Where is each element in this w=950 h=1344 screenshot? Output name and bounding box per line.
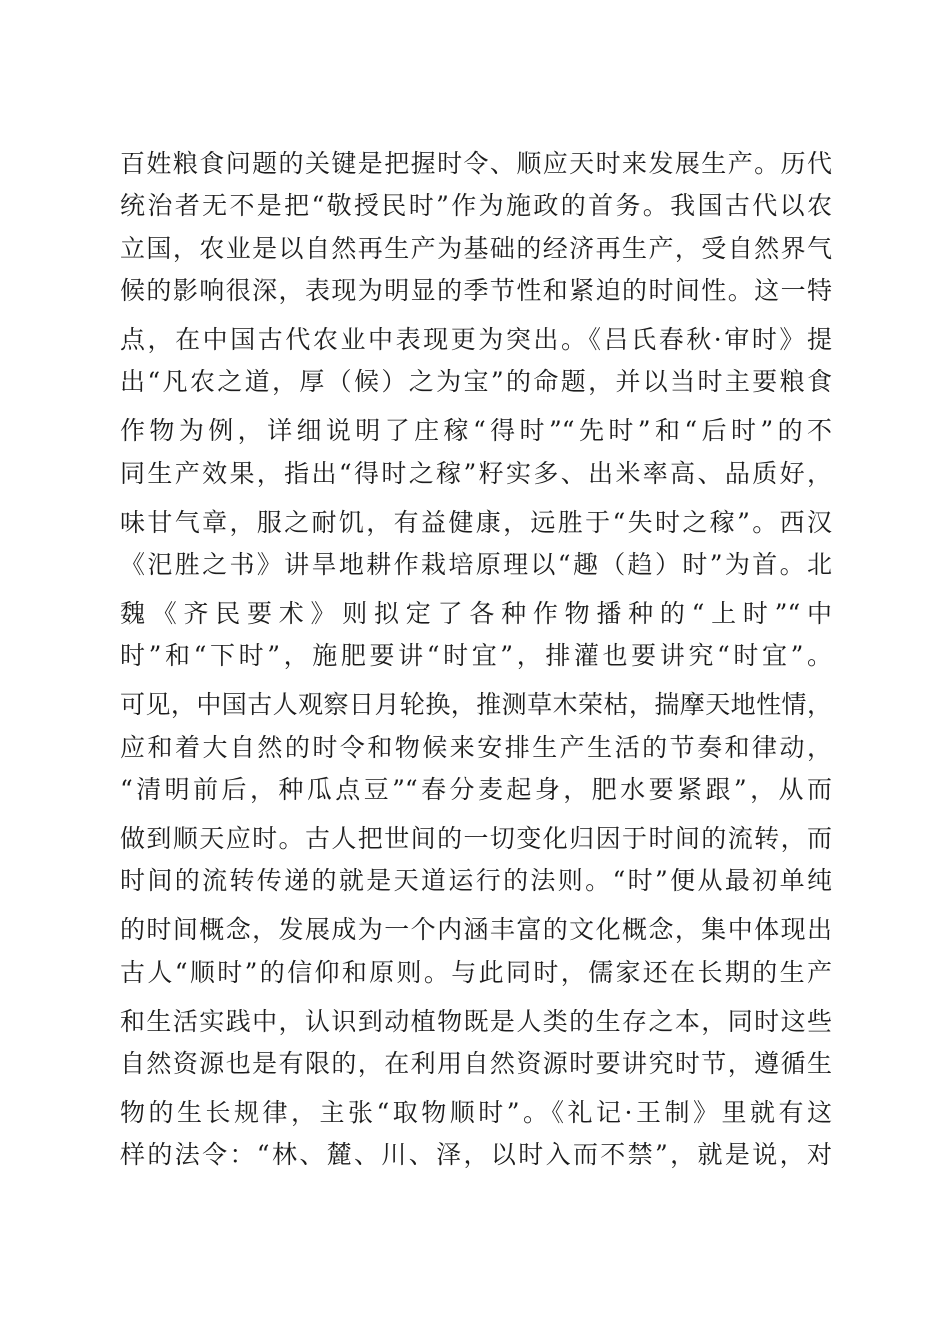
text-line: 可见，中国古人观察日月轮换，推测草木荣枯，揣摩天地性情， — [120, 690, 832, 719]
text-line: “清明前后，种瓜点豆”“春分麦起身，肥水要紧跟”，从而 — [120, 775, 832, 804]
text-line: 做到顺天应时。古人把世间的一切变化归因于时间的流转，而 — [120, 824, 832, 853]
text-line: 物的生长规律，主张“取物顺时”。《礼记·王制》里就有这 — [120, 1098, 832, 1127]
text-line: 古人“顺时”的信仰和原则。与此同时，儒家还在长期的生产 — [120, 958, 832, 987]
text-line: 《汜胜之书》讲旱地耕作栽培原理以“趣（趋）时”为首。北 — [120, 550, 832, 579]
text-line: 作物为例，详细说明了庄稼“得时”“先时”和“后时”的不 — [120, 416, 832, 445]
text-line: 魏《齐民要术》则拟定了各种作物播种的“上时”“中 — [120, 599, 832, 628]
text-line: 百姓粮食问题的关键是把握时令、顺应天时来发展生产。历代 — [120, 149, 832, 178]
text-line: 样的法令：“林、麓、川、泽，以时入而不禁”，就是说，对 — [120, 1140, 832, 1169]
text-line: 的时间概念，发展成为一个内涵丰富的文化概念，集中体现出 — [120, 915, 832, 944]
text-line: 味甘气章，服之耐饥，有益健康，远胜于“失时之稼”。西汉 — [120, 508, 832, 537]
text-line: 出“凡农之道，厚（候）之为宝”的命题，并以当时主要粮食 — [120, 367, 832, 396]
text-line: 候的影响很深，表现为明显的季节性和紧迫的时间性。这一特 — [120, 276, 832, 305]
text-line: 时”和“下时”，施肥要讲“时宜”，排灌也要讲究“时宜”。 — [120, 641, 832, 670]
text-line: 时间的流转传递的就是天道运行的法则。“时”便从最初单纯 — [120, 866, 832, 895]
text-line: 同生产效果，指出“得时之稼”籽实多、出米率高、品质好， — [120, 459, 832, 488]
text-line: 立国，农业是以自然再生产为基础的经济再生产，受自然界气 — [120, 234, 832, 263]
text-line: 点，在中国古代农业中表现更为突出。《吕氏春秋·审时》提 — [120, 325, 832, 354]
text-line: 和生活实践中，认识到动植物既是人类的生存之本，同时这些 — [120, 1007, 832, 1036]
text-line: 统治者无不是把“敬授民时”作为施政的首务。我国古代以农 — [120, 191, 832, 220]
text-line: 自然资源也是有限的，在利用自然资源时要讲究时节，遵循生 — [120, 1049, 832, 1078]
text-line: 应和着大自然的时令和物候来安排生产生活的节奏和律动， — [120, 733, 832, 762]
